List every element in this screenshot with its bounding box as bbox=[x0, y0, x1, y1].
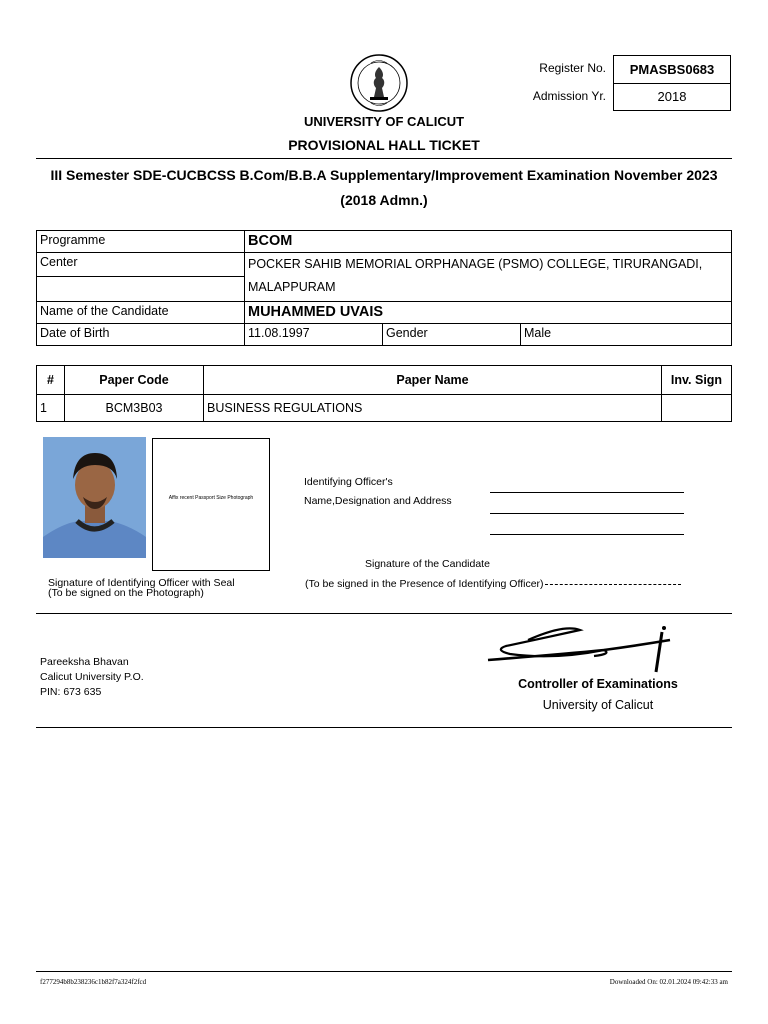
hall-ticket-title: PROVISIONAL HALL TICKET bbox=[288, 137, 480, 153]
controller-title: Controller of Examinations bbox=[518, 677, 678, 691]
address-line-2: Calicut University P.O. bbox=[40, 671, 144, 683]
programme-value: BCOM bbox=[245, 231, 732, 253]
admission-year-value: 2018 bbox=[613, 83, 731, 111]
candidate-signature-line bbox=[545, 584, 681, 585]
officer-line-2 bbox=[490, 513, 684, 514]
center-value bbox=[245, 253, 732, 302]
divider bbox=[36, 613, 732, 614]
register-no-value: PMASBS0683 bbox=[613, 55, 731, 84]
dob-label: Date of Birth bbox=[37, 324, 245, 346]
register-no-label: Register No. bbox=[539, 61, 606, 75]
candidate-photo bbox=[43, 437, 146, 558]
candidate-name-label: Name of the Candidate bbox=[37, 302, 245, 324]
identifying-officer-label: Identifying Officer's bbox=[304, 476, 393, 488]
officer-name-designation-label: Name,Designation and Address bbox=[304, 495, 452, 507]
col-header-name: Paper Name bbox=[204, 366, 662, 395]
center-label-cell bbox=[37, 253, 245, 302]
footer-divider bbox=[36, 971, 732, 972]
candidate-signature-label: Signature of the Candidate bbox=[365, 558, 490, 570]
col-header-code: Paper Code bbox=[65, 366, 204, 395]
paper-num: 1 bbox=[37, 395, 65, 422]
gender-value: Male bbox=[521, 324, 732, 346]
center-line-2: MALAPPURAM bbox=[248, 280, 336, 294]
university-seal-logo bbox=[349, 53, 409, 113]
programme-label: Programme bbox=[37, 231, 245, 253]
candidate-name-value: MUHAMMED UVAIS bbox=[245, 302, 732, 324]
gender-label: Gender bbox=[383, 324, 521, 346]
officer-line-3 bbox=[490, 534, 684, 535]
papers-table bbox=[36, 365, 732, 422]
exam-admission-batch: (2018 Admn.) bbox=[340, 192, 428, 208]
divider bbox=[36, 158, 732, 159]
address-line-3: PIN: 673 635 bbox=[40, 686, 102, 698]
exam-title: III Semester SDE-CUCBCSS B.Com/B.B.A Supplementary/Improvement Examination November 2023 bbox=[50, 167, 718, 183]
paper-code: BCM3B03 bbox=[65, 395, 204, 422]
center-label: Center bbox=[37, 253, 244, 277]
download-timestamp: Downloaded On: 02.01.2024 09:42:33 am bbox=[609, 978, 728, 986]
officer-line-1 bbox=[490, 492, 684, 493]
col-header-sign: Inv. Sign bbox=[662, 366, 732, 395]
address-line-1: Pareeksha Bhavan bbox=[40, 656, 129, 668]
paper-inv-sign bbox=[662, 395, 732, 422]
candidate-info-table bbox=[36, 230, 732, 346]
col-header-num: # bbox=[37, 366, 65, 395]
presence-note: (To be signed in the Presence of Identifying Officer) bbox=[305, 578, 544, 590]
table-row bbox=[37, 395, 732, 422]
admission-year-label: Admission Yr. bbox=[532, 89, 606, 103]
controller-org: University of Calicut bbox=[542, 698, 654, 712]
address-block bbox=[40, 655, 144, 700]
divider bbox=[36, 727, 732, 728]
photo-sign-note: (To be signed on the Photograph) bbox=[48, 587, 204, 599]
university-name: UNIVERSITY OF CALICUT bbox=[303, 114, 465, 129]
paper-name: BUSINESS REGULATIONS bbox=[204, 395, 662, 422]
center-line-1: POCKER SAHIB MEMORIAL ORPHANAGE (PSMO) COLLEGE, TIRURANGADI, bbox=[248, 257, 703, 271]
dob-value: 11.08.1997 bbox=[245, 324, 383, 346]
document-hash: f277294b8b238236c1b82f7a324f2fcd bbox=[40, 978, 147, 986]
affix-photo-box: Affix recent Passport Size Photograph bbox=[152, 438, 270, 571]
officer-seal-label: Signature of Identifying Officer with Seal bbox=[48, 577, 235, 589]
controller-signature bbox=[484, 620, 684, 676]
